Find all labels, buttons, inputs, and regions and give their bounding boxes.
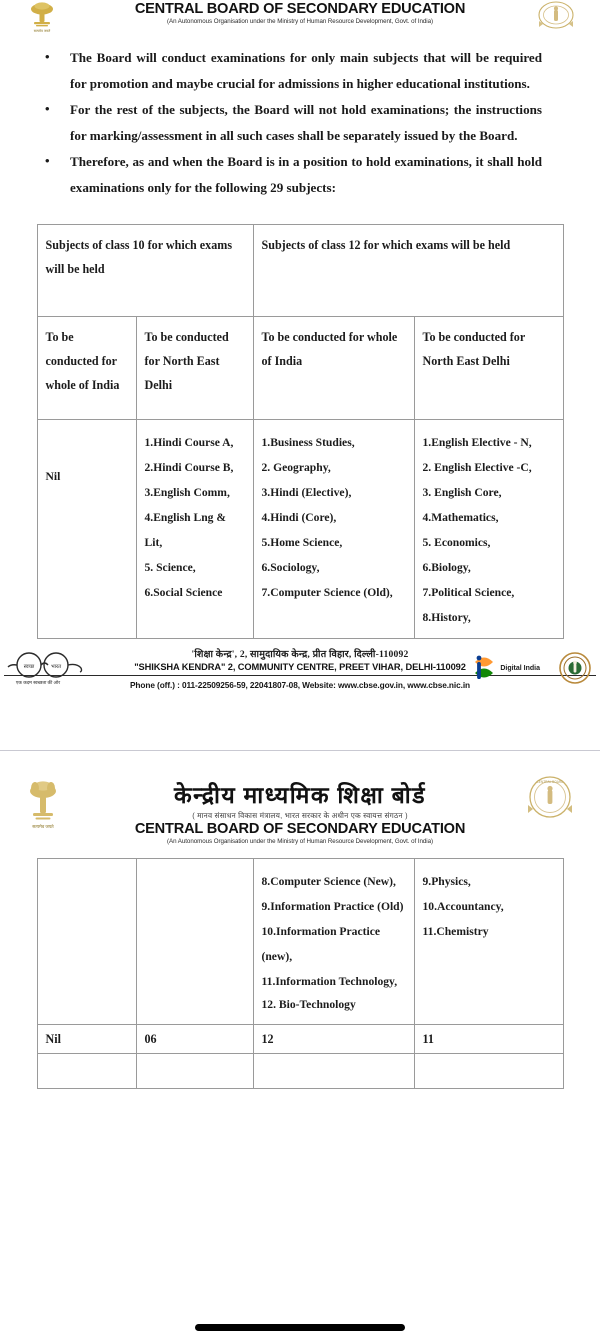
cell-class12-whole-india-cont xyxy=(253,859,414,1025)
total-class10-whole-india: Nil xyxy=(37,1025,136,1054)
letterhead-english-title: CENTRAL BOARD OF SECONDARY EDUCATION xyxy=(134,1,466,17)
table-group-header-row xyxy=(37,225,563,317)
digital-india-label: Digital India xyxy=(500,664,540,672)
subject-item: 3.Hindi (Elective), xyxy=(261,486,352,499)
swachh-bharat-glasses-icon xyxy=(4,649,90,694)
cell-class10-whole-india xyxy=(37,420,136,639)
trailing-cell-4 xyxy=(414,1054,563,1089)
subject-item: 1.English Elective - N, xyxy=(422,436,532,449)
cell-class12-ne-delhi xyxy=(414,420,563,639)
subject-item: 2. English Elective -C, xyxy=(422,461,532,474)
subject-item: 3.English Comm, xyxy=(144,486,230,499)
bullet-item: • For the rest of the subjects, the Board will not hold examinations; the instructions for marking/assessment in all such cases shall be separately issued by the Board. xyxy=(70,97,542,149)
trailing-cell-3 xyxy=(253,1054,414,1089)
table-row-trailing xyxy=(37,1054,563,1089)
subjects-table-wrapper-page-1 xyxy=(0,224,600,639)
table-row xyxy=(37,859,563,1025)
subject-item: 10.Accountancy, xyxy=(422,900,504,914)
page-footer xyxy=(0,647,600,690)
subject-item: 9.Physics, xyxy=(422,875,471,889)
total-class12-whole-india: 12 xyxy=(253,1025,414,1054)
subject-item: 1.Business Studies, xyxy=(261,436,355,449)
col-header-1: To be conducted for whole of India xyxy=(37,317,136,420)
subjects-table-page-1 xyxy=(37,224,564,639)
subject-item: 2. Geography, xyxy=(261,461,331,474)
subject-item: 8.History, xyxy=(422,611,471,624)
cell-class10-ne-delhi-cont xyxy=(136,859,253,1025)
subject-item: 5. Science, xyxy=(144,561,196,574)
subject-item: 12. Bio-Technology xyxy=(261,998,356,1012)
subject-item: 8.Computer Science (New), xyxy=(261,875,396,889)
subjects-table-page-2 xyxy=(37,858,564,1089)
home-indicator[interactable] xyxy=(195,1324,405,1331)
page-bottom-margin xyxy=(0,690,600,750)
subject-item: 11.Information Technology, xyxy=(261,975,398,989)
subject-item: 2.Hindi Course B, xyxy=(144,461,234,474)
trailing-cell-2 xyxy=(136,1054,253,1089)
svg-text:एक कदम स्वच्छता की ओर: एक कदम स्वच्छता की ओर xyxy=(15,680,61,685)
footer-address-hindi: 'शिक्षा केन्द्र', 2, सामुदायिक केन्द्र, प्रीत विहार, दिल्ली-110092 xyxy=(191,649,409,660)
india-state-emblem-icon xyxy=(22,0,62,34)
policy-bullet-list xyxy=(0,45,600,201)
subject-item: 7.Political Science, xyxy=(422,586,515,599)
letterhead-english-title: CENTRAL BOARD OF SECONDARY EDUCATION xyxy=(134,820,466,837)
subject-item: 4.Mathematics, xyxy=(422,511,499,524)
subjects-table-wrapper-page-2 xyxy=(0,858,600,1089)
group-header-class10: Subjects of class 10 for which exams will be held xyxy=(37,225,253,317)
total-class12-ne-delhi: 11 xyxy=(414,1025,563,1054)
subject-item: 7.Computer Science (Old), xyxy=(261,586,393,599)
bullet-item: • Therefore, as and when the Board is in a position to hold examinations, it shall hold examinations only for the following 29 subjects: xyxy=(70,149,542,201)
svg-text:स्वच्छ: स्वच्छ xyxy=(23,664,35,670)
letterhead-hindi-subtitle: ( मानव संसाधन विकास मंत्रालय, भारत सरकार के अधीन एक स्वायत्त संगठन ) xyxy=(192,810,408,820)
table-row xyxy=(37,420,563,639)
subject-item: 6.Biology, xyxy=(422,561,471,574)
cbse-seal-icon xyxy=(522,771,578,827)
cbse-seal-icon xyxy=(558,651,592,690)
col-header-2: To be conducted for North East Delhi xyxy=(136,317,253,420)
inter-page-gap xyxy=(0,751,600,769)
col-header-4: To be conducted for North East Delhi xyxy=(414,317,563,420)
cell-class12-whole-india xyxy=(253,420,414,639)
subject-item: Nil xyxy=(45,470,61,483)
cell-class10-ne-delhi xyxy=(136,420,253,639)
table-totals-row xyxy=(37,1025,563,1054)
svg-text:CENTRAL BOARD: CENTRAL BOARD xyxy=(536,780,564,785)
total-class10-ne-delhi: 06 xyxy=(136,1025,253,1054)
table-column-header-row xyxy=(37,317,563,420)
svg-text:सत्यमेव जयते: सत्यमेव जयते xyxy=(33,29,51,33)
subject-item: 1.Hindi Course A, xyxy=(144,436,234,449)
footer-address-english: "SHIKSHA KENDRA" 2, COMMUNITY CENTRE, PREET VIHAR, DELHI-110092 xyxy=(134,662,466,672)
digital-india-icon xyxy=(471,653,540,683)
letterhead-page-1 xyxy=(0,0,600,36)
letterhead-hindi-title: केन्द्रीय माध्यमिक शिक्षा बोर्ड xyxy=(173,783,427,809)
bullet-item: • The Board will conduct examinations for only main subjects that will be required for promotion and maybe crucial for admissions in higher educational institutions. xyxy=(70,45,542,97)
subject-item: 6.Social Science xyxy=(144,586,223,599)
subject-item: 5.Home Science, xyxy=(261,536,343,549)
subject-item: 10.Information Practice (new), xyxy=(261,925,380,964)
subject-item: 9.Information Practice (Old) xyxy=(261,900,404,914)
india-state-emblem-icon xyxy=(22,775,64,835)
trailing-cell-1 xyxy=(37,1054,136,1089)
letterhead-english-subtitle: (An Autonomous Organisation under the Ministry of Human Resource Development, Govt. of India) xyxy=(166,18,434,26)
letterhead-english-subtitle: (An Autonomous Organisation under the Ministry of Human Resource Development, Govt. of India) xyxy=(166,837,434,845)
col-header-3: To be conducted for whole of India xyxy=(253,317,414,420)
cbse-seal-icon xyxy=(534,0,578,34)
cell-class10-whole-india-cont xyxy=(37,859,136,1025)
svg-text:सत्यमेव जयते: सत्यमेव जयते xyxy=(32,824,54,830)
subject-item: 6.Sociology, xyxy=(261,561,320,574)
svg-text:भारत: भारत xyxy=(50,664,62,670)
subject-item: 4.Hindi (Core), xyxy=(261,511,337,524)
cell-class12-ne-delhi-cont xyxy=(414,859,563,1025)
subject-item: 4.English Lng & Lit, xyxy=(144,511,227,549)
subject-item: 3. English Core, xyxy=(422,486,502,499)
group-header-class12: Subjects of class 12 for which exams will be held xyxy=(253,225,563,317)
subject-item: 5. Economics, xyxy=(422,536,491,549)
document-page-2 xyxy=(0,769,600,1089)
subject-item: 11.Chemistry xyxy=(422,925,489,939)
footer-phone-website: Phone (off.) : 011-22509256-59, 22041807-08, Website: www.cbse.gov.in, www.cbse.nic.in xyxy=(129,680,470,691)
letterhead-page-2 xyxy=(0,769,600,849)
